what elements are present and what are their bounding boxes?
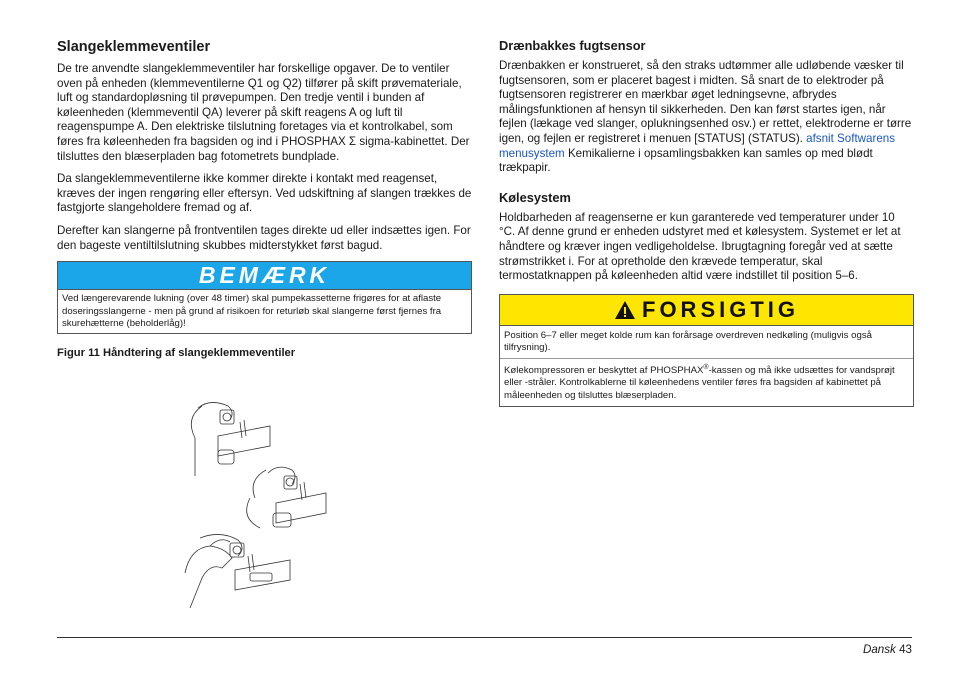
page-footer (863, 643, 912, 656)
footer-language: Dansk (862, 643, 896, 656)
footer-divider (57, 637, 912, 638)
drain-sensor-text-b: Kemikalierne i opsamlingsbakken kan samles op med blødt trækpapir. (499, 146, 873, 175)
drain-sensor-paragraph (499, 59, 914, 176)
right-column (499, 38, 914, 419)
caution-header (500, 295, 913, 326)
valves-paragraph-1: De tre anvendte slangeklemmeventiler har forskellige opgaver. De to ventiler oven på enheden (klemmeventilerne Q1 og Q2) tilfører på skift prøvemateriale, luft og standardopløsning til prøvepumpen. Den tredje ventil i bunden af køleenheden (klemmeventil QA) leverer på skift reagens A og luft til reagenspumpe A. Den elektriske tilslutning foretages via et kontrolkabel, som føres fra køleenheden fra bagsiden og ind i PHOSPHAX Σ sigma-kabinettet. Der tilsluttes den blæserpladen bag fotometrets bundplade. (57, 62, 470, 163)
cooling-paragraph: Holdbarheden af reagenserne er kun garanterede ved temperaturer under 10 °C. Af denne grund er enheden udstyret med et kølesystem. Systemet er let at håndtere og kræver ingen vedligeholdelse. Ibrugtagning foregår ved at sætte strømstrikket i. For at opretholde den krævede temperatur, skal termostatknappen på køleenheden altid være indstillet til position 5–6. (499, 210, 901, 283)
note-header (58, 262, 471, 290)
note-text: Ved længerevarende lukning (over 48 timer) skal pumpekassetterne frigøres for at aflaste doseringsslangerne - men på grund af risikoen for returløb skal slangerne først fjernes fra skurehætterne (beholderlåg)! (62, 293, 442, 329)
caution-line-2 (504, 361, 909, 403)
caution-line-2-b: -kassen og må ikke udsættes for vandsprøjt eller -stråler. Kontrolkablerne til køleenhedens ventiler føres fra bagsiden af kabinettet på måleenheden og tilsluttes blæserpladen. (504, 364, 895, 401)
caution-divider (500, 358, 913, 359)
figure-caption: Figur 11 Håndtering af slangeklemmeventiler (57, 347, 296, 360)
page-number: 43 (899, 643, 912, 656)
valves-paragraph-3: Derefter kan slangerne på frontventilen tages direkte ud eller indsættes igen. For den bageste ventiltilslutning skubbes midterstykket først bagud. (57, 223, 471, 252)
caution-body (500, 326, 913, 406)
caution-title: FORSIGTIG (642, 296, 799, 322)
menu-system-link[interactable]: afsnit Softwarens menusystem (499, 131, 896, 160)
caution-box (499, 294, 914, 407)
section-heading-valves: Slangeklemmeventiler (57, 39, 211, 55)
warning-triangle-icon (614, 300, 636, 320)
drain-sensor-text-a: Drænbakken er konstrueret, så den straks udtømmer alle udløbende væsker til fugtsensoren, som er placeret bagest i midten. Så snart de to elektroder på fugtsensoren registrerer en mærkbar øget ledningsevne, afbrydes målingsfunktionen af hensyn til sikkerheden. Den kan først startes igen, når fejlen (lækage ved slanger, oplukningsenhed osv.) er rettet, elektroderne er tørre igen, og fejlen er registreret i menuen [STATUS] (STATUS). (499, 59, 912, 145)
section-heading-cooling: Kølesystem (499, 189, 571, 205)
pinch-valve-illustration (180, 398, 330, 613)
note-title: BEMÆRK (198, 262, 331, 289)
registered-mark: ® (703, 363, 709, 371)
caution-line-2-a: Kølekompressoren er beskyttet af PHOSPHAX (504, 364, 704, 376)
figure-pinch-valve-handling (180, 398, 330, 613)
left-column (57, 38, 472, 360)
note-box (57, 261, 472, 334)
section-heading-drain-sensor: Drænbakkes fugtsensor (499, 38, 646, 53)
caution-line-1: Position 6–7 eller meget kolde rum kan forårsage overdreven nedkøling (muligvis også tilfrysning). (504, 329, 872, 354)
valves-paragraph-2: Da slangeklemmeventilerne ikke kommer direkte i kontakt med reagenset, kræves der ingen rengøring eller eftersyn. Ved udskiftning af slangen trækkes de fastgjorte slangeholdere fremad og af. (57, 172, 472, 215)
